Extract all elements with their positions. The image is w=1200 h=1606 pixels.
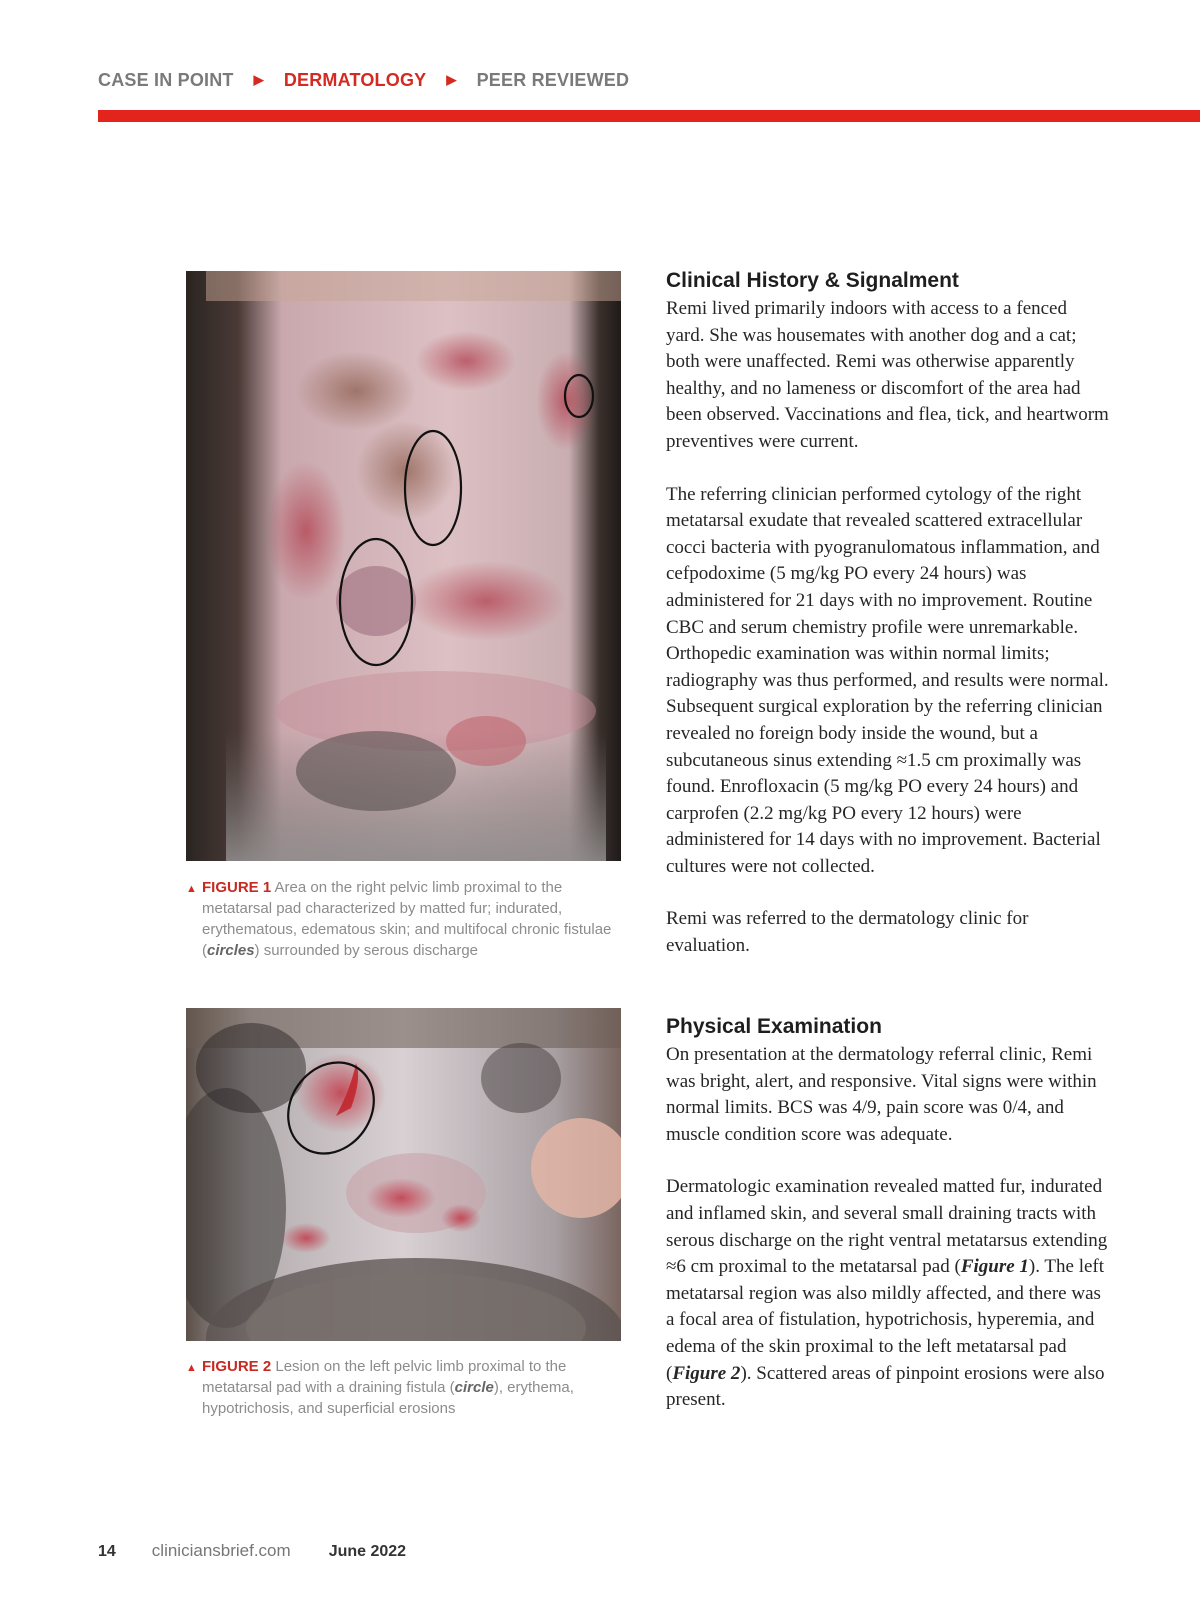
paragraph: The referring clinician performed cytology of the right metatarsal exudate that revealed scattered extracellular cocci bacteria with pyogranulomatous inflammation, and cefpodoxime (5 mg/kg PO every 24 hours) was administered for 21 days with no improvement. Routine CBC and serum chemistry profile were unremarkable. Orthopedic examination was within normal limits; radiography was thus performed, and results were normal. Subsequent surgical exploration by the referring clinician revealed no foreign body inside the wound, but a subcutaneous sinus extending ≈1.5 cm proximally was found. Enrofloxacin (5 mg/kg PO every 24 hours) and carprofen (2.2 mg/kg PO every 12 hours) were administered for 14 days with no improvement. Bacterial cultures were not collected. <box>666 483 1109 877</box>
paragraph-text: ). The left metatarsal region was also mildly affected, and there was a focal area of fistulation, hypotrichosis, hyperemia, and edema of the skin proximal to the left metatarsal pad ( <box>666 1256 1105 1384</box>
figure-2-photo <box>186 1008 621 1341</box>
figure-1-caption-text-end: ) surrounded by serous discharge <box>254 942 479 959</box>
paragraph: Remi lived primarily indoors with access to a fenced yard. She was housemates with another dog and a cat; both were unaffected. Remi was otherwise apparently healthy, and no lameness or discomfort of the area had been observed. Vaccinations and flea, tick, and heartworm preventives were current. <box>666 298 1109 452</box>
breadcrumb-case-in-point: CASE IN POINT <box>98 70 234 90</box>
figure-2-caption-emphasis: circle <box>454 1379 494 1396</box>
section-heading: Clinical History & Signalment <box>666 269 959 292</box>
figure-1-label: FIGURE 1 <box>202 879 272 896</box>
section-clinical-history <box>666 268 1110 960</box>
paragraph-text: ). Scattered areas of pinpoint erosions were also present. <box>666 1362 1105 1411</box>
figure-2-caption-text: Lesion on the left pelvic limb proximal to the metatarsal pad with a draining fistula ( <box>202 1358 567 1396</box>
paragraph: On presentation at the dermatology referral clinic, Remi was bright, alert, and responsive. Vital signs were within normal limits. BCS was 4/9, pain score was 0/4, and muscle condition score was adequate. <box>666 1044 1097 1145</box>
triangle-right-icon: ▶ <box>446 71 457 87</box>
figure-2-caption <box>186 1356 616 1419</box>
breadcrumb-peer-reviewed: PEER REVIEWED <box>476 70 630 90</box>
triangle-up-icon: ▲ <box>186 883 197 895</box>
figure-1-caption-emphasis: circles <box>207 942 255 959</box>
section-physical-examination <box>666 1014 1110 1414</box>
site-name: cliniciansbrief.com <box>151 1541 291 1560</box>
triangle-right-icon: ▶ <box>253 71 264 87</box>
figure-2-reference: Figure 2 <box>672 1362 741 1384</box>
paragraph <box>666 1174 1110 1413</box>
figure-1-caption <box>186 877 616 961</box>
page-footer <box>98 1541 406 1561</box>
paragraph-text: Dermatologic examination revealed matted fur, indurated and inflamed skin, and several small draining tracts with serous discharge on the right ventral metatarsus extending ≈6 cm proximal to the metatarsal pad ( <box>666 1176 1108 1278</box>
breadcrumb <box>98 70 629 91</box>
header-rule <box>98 110 1200 122</box>
figure-2-caption-text-end: ), erythema, hypotrichosis, and superficial erosions <box>202 1379 574 1417</box>
figure-1-reference: Figure 1 <box>960 1256 1029 1278</box>
triangle-up-icon: ▲ <box>186 1362 197 1374</box>
page-number: 14 <box>98 1543 116 1560</box>
section-heading: Physical Examination <box>666 1015 882 1038</box>
figure-1-caption-text: Area on the right pelvic limb proximal to the metatarsal pad characterized by matted fur; indurated, erythematous, edematous skin; and multifocal chronic fistulae ( <box>202 879 612 959</box>
breadcrumb-dermatology: DERMATOLOGY <box>283 70 427 90</box>
issue-date: June 2022 <box>328 1543 407 1560</box>
figure-2-label: FIGURE 2 <box>202 1358 272 1375</box>
figure-1-photo <box>186 271 621 861</box>
paragraph: Remi was referred to the dermatology clinic for evaluation. <box>666 908 1029 957</box>
